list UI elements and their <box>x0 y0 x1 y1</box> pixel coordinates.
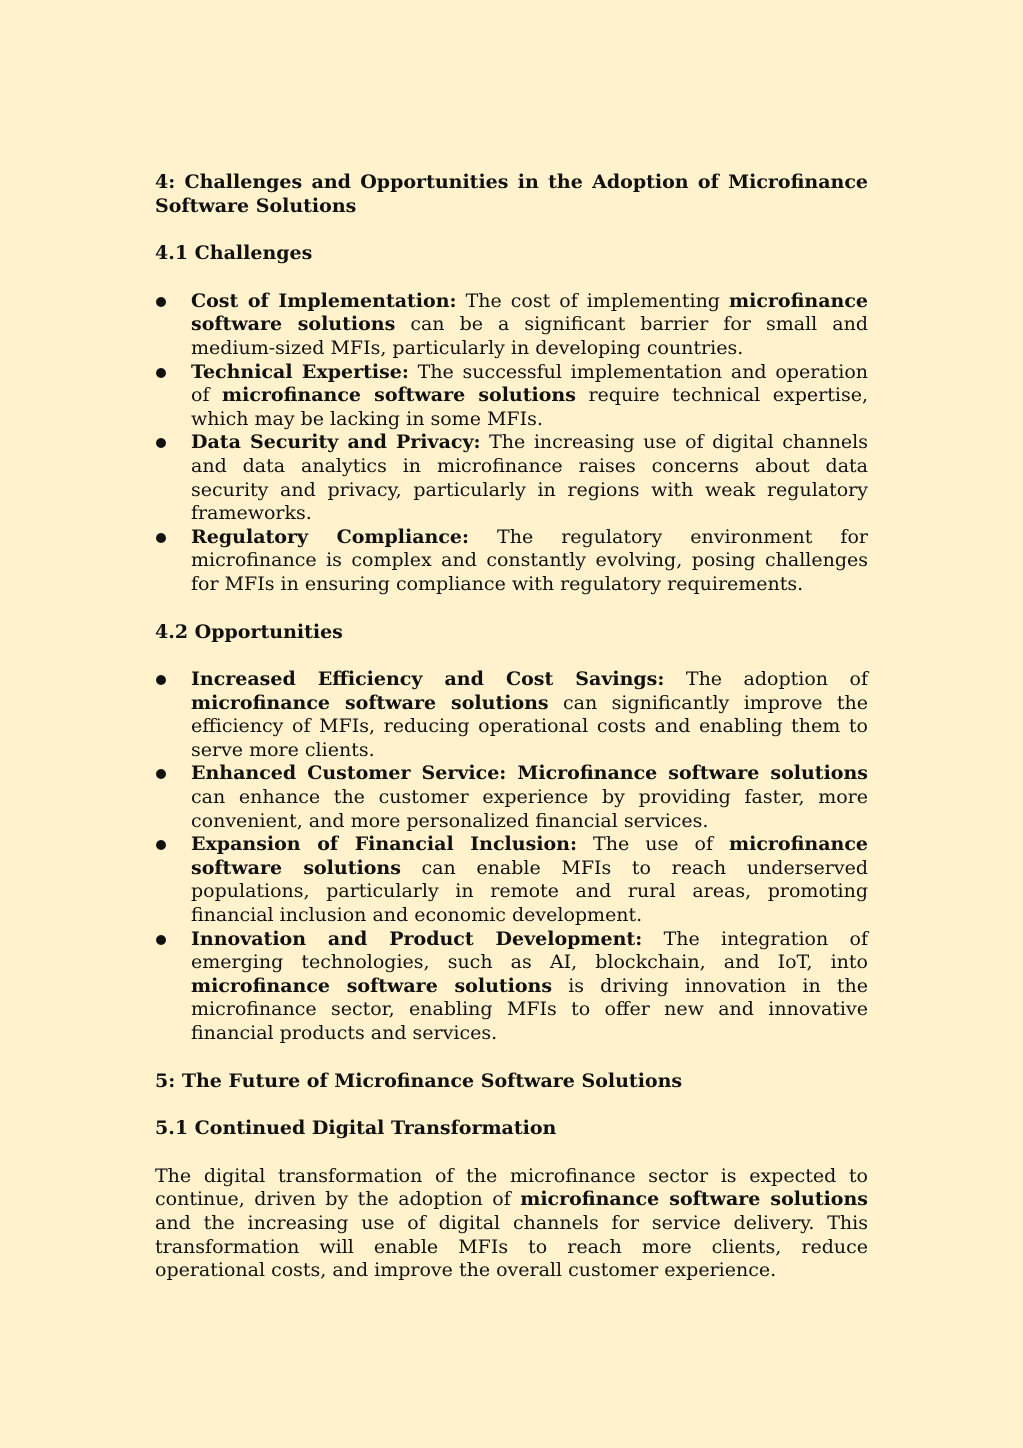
item-text: The use of <box>577 833 730 856</box>
item-text: require technical expertise, which may be lacking in some MFIs. <box>191 384 868 430</box>
section-5-title: 5: The Future of Microfinance Software Solutions <box>155 1069 683 1092</box>
opportunities-list <box>155 668 868 1046</box>
item-emphasis: microfinance software solutions <box>222 384 576 407</box>
section-4-title: 4: Challenges and Opportunities in the Adoption of Microfinance Software Solutions <box>155 171 868 217</box>
bullet-icon <box>156 533 166 543</box>
bullet-icon <box>156 840 166 850</box>
list-item <box>155 526 868 597</box>
item-emphasis: microfinance software solutions <box>191 289 869 336</box>
section-4-2-heading: 4.2 Opportunities <box>155 620 343 643</box>
challenges-list <box>155 290 868 597</box>
list-item <box>155 668 868 762</box>
item-term: Cost of Implementation: <box>191 289 457 312</box>
list-item <box>155 762 868 833</box>
bullet-icon <box>156 297 166 307</box>
list-item <box>155 833 868 927</box>
item-text: The cost of implementing <box>456 289 730 312</box>
item-term: Increased Efficiency and Cost Savings: <box>191 668 665 691</box>
section-4-1-heading: 4.1 Challenges <box>155 242 313 265</box>
item-text: The increasing use of digital channels and data analytics in microfinance raises concerns about data security and privacy, particularly in regions with weak regulatory frameworks. <box>191 431 869 525</box>
item-term: Expansion of Financial Inclusion: <box>191 833 577 856</box>
item-term: Innovation and Product Development: <box>191 927 643 950</box>
item-text: The adoption of <box>664 668 868 691</box>
item-term: Technical Expertise: <box>191 360 409 383</box>
item-emphasis: microfinance software solutions <box>191 974 553 997</box>
list-item <box>155 928 868 1046</box>
section-5-1-heading: 5.1 Continued Digital Transformation <box>155 1117 557 1140</box>
item-term: Enhanced Customer Service: Microfinance software solutions <box>191 762 868 785</box>
section-5-1-paragraph <box>155 1165 868 1283</box>
paragraph-text: and the increasing use of digital channels for service delivery. This transformation will enable MFIs to reach more clients, reduce operational costs, and improve the overall customer experience. <box>155 1211 868 1282</box>
item-term: Data Security and Privacy: <box>191 431 481 454</box>
bullet-icon <box>156 675 166 685</box>
list-item <box>155 361 868 432</box>
bullet-icon <box>156 368 166 378</box>
paragraph-emphasis: microfinance software solutions <box>520 1188 868 1211</box>
bullet-icon <box>156 438 166 448</box>
paragraph-text: The digital transformation of the microfinance sector is expected to continue, driven by the adoption of <box>155 1164 868 1211</box>
item-text: The successful implementation and operation of <box>191 360 868 407</box>
item-text: can enable MFIs to reach underserved populations, particularly in remote and rural areas, promoting financial inclusion and economic development. <box>191 856 869 927</box>
item-emphasis: microfinance software solutions <box>191 833 868 879</box>
item-text: The regulatory environment for microfinance is complex and constantly evolving, posing challenges for MFIs in ensuring compliance with regulatory requirements. <box>191 525 868 595</box>
bullet-icon <box>156 769 166 779</box>
item-text: The integration of emerging technologies, such as AI, blockchain, and IoT, into <box>191 927 868 974</box>
item-emphasis: microfinance software solutions <box>191 691 549 714</box>
item-text: can be a significant barrier for small and medium-sized MFIs, particularly in developing countries. <box>191 313 868 359</box>
list-item <box>155 290 868 361</box>
document-page <box>155 171 868 1283</box>
item-text: can enhance the customer experience by providing faster, more convenient, and more personalized financial services. <box>191 786 868 832</box>
bullet-icon <box>156 935 166 945</box>
item-term: Regulatory Compliance: <box>191 525 470 548</box>
list-item <box>155 431 868 525</box>
item-text: is driving innovation in the microfinance sector, enabling MFIs to offer new and innovative financial products and services. <box>191 974 868 1044</box>
item-text: can significantly improve the efficiency of MFIs, reducing operational costs and enabling them to serve more clients. <box>191 691 868 761</box>
